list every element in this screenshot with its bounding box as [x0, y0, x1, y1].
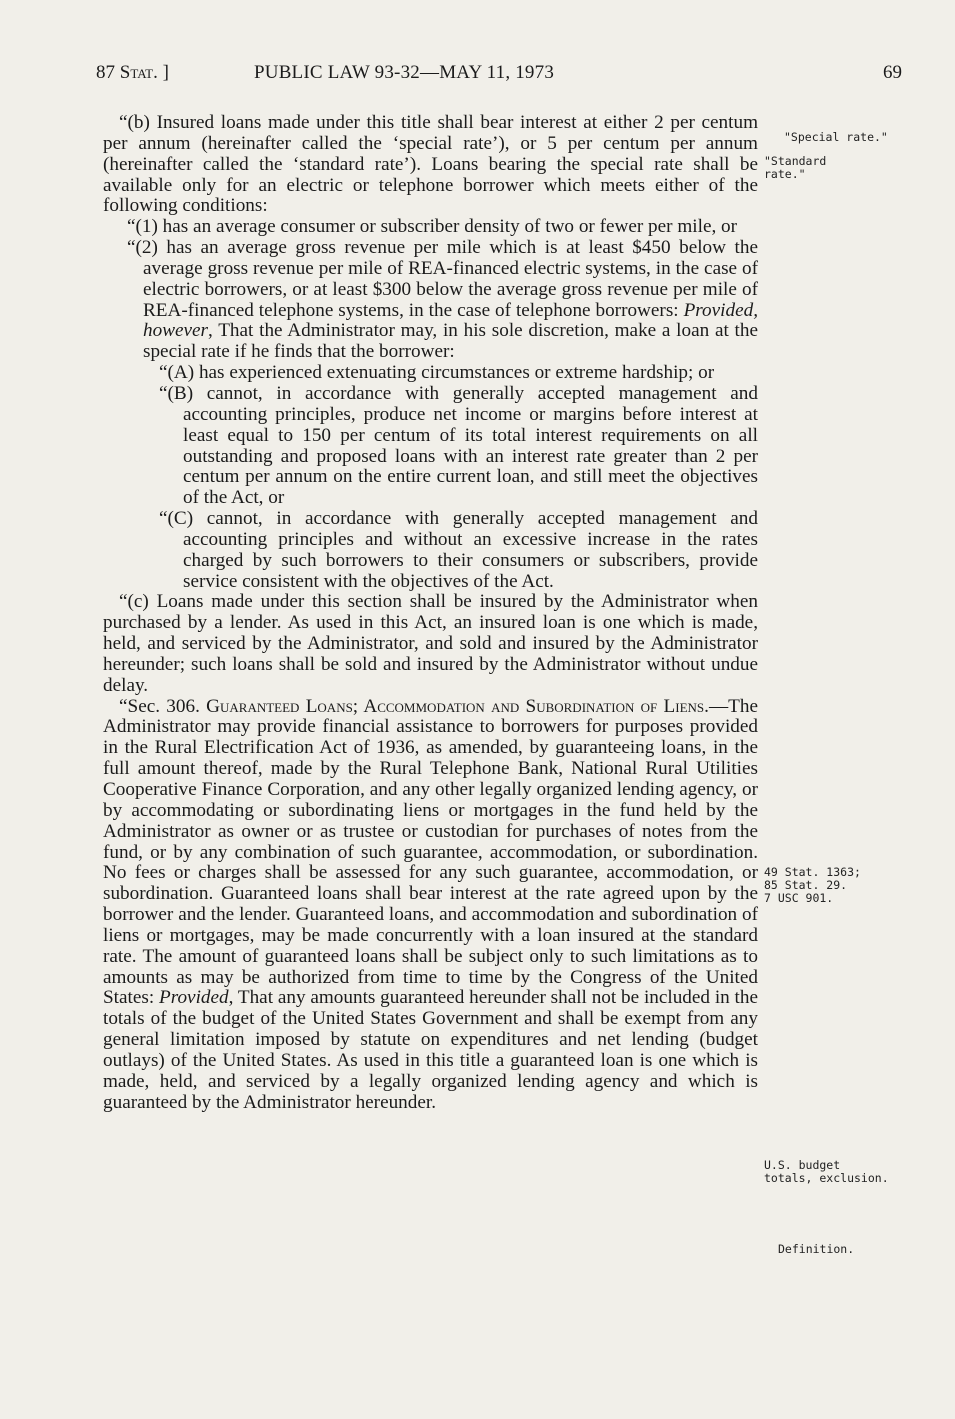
stat-volume: 87 Stat. ] [96, 62, 169, 83]
paragraph-c: “(c) Loans made under this section shall be insured by the Administrator when purchased by a lender. As used in this Act, an insured loan is one which is made, held, and serviced by the Administrator, and sold and insured by the Administrator hereunder; such loans shall be sold and insured by the Administrator without undue delay. [103, 591, 758, 696]
margin-note-special-rate: "Special rate." [784, 130, 888, 144]
paragraph-b: “(b) Insured loans made under this title shall bear interest at either 2 per centum per annum (hereinafter called the ‘special rate’), or 5 per centum per annum (hereinafter called the ‘standard rate’). Loans bearing the special rate shall be available only for an electric or telephone borrower which meets either of the following conditions: [103, 112, 758, 217]
body-text [103, 113, 758, 1114]
clause-b: “(B) cannot, in accordance with generally accepted management and accounting principles, produce net income or margins before interest at least equal to 150 per centum of its total interest requirements on all outstanding and proposed loans with an interest rate greater than 2 per centum per annum on the entire current loan, and still meet the objectives of the Act, or [159, 382, 758, 509]
section-306-title: Guaranteed Loans; Accommodation and Subordination of Liens. [206, 695, 709, 717]
margin-note-definition: Definition. [778, 1242, 855, 1256]
condition-1: “(1) has an average consumer or subscriber density of two or fewer per mile, or [127, 216, 738, 238]
section-306: “Sec. 306. Guaranteed Loans; Accommodation and Subordination of Liens.—The Administrator may provide financial assistance to borrowers for purposes provided in the Rural Electrification Act of 1936, as amended, by guaranteeing loans, in the full amount thereof, made by the Rural Telephone Bank, National Rural Utilities Cooperative Finance Corporation, and any other legally organized lending agency, or by accommodating or subordinating liens or mortgages in the fund held by the Administrator as owner or as trustee or custodian for purchases of notes from the fund, or by any combination of such guarantee, accommodation, or subordination. No fees or charges shall be assessed for any such guarantee, accommodation, or subordination. Guaranteed loans shall bear interest at the rate agreed upon by the borrower and the lender. Guaranteed loans, and accommodation and subordination of liens or mortgages, may be made concurrently with a loan insured at the standard rate. The amount of guaranteed loans shall be subject only to such limitations as to amounts as may be authorized from time to time by the Congress of the United States: Provided, That any amounts guaranteed hereunder shall not be included in the totals of the budget of the United States Government and shall be exempt from any general limitation imposed by statute on expenditures and net lending (budget outlays) of the United States. As used in this title a guaranteed loan is one which is made, held, and serviced by a legally organized lending agency and which is guaranteed by the Administrator hereunder. [103, 695, 758, 1113]
clause-a: “(A) has experienced extenuating circumstances or extreme hardship; or [159, 362, 715, 384]
margin-note-citation: 49 Stat. 1363; 85 Stat. 29. 7 USC 901. [764, 865, 861, 905]
condition-2: “(2) has an average gross revenue per mile which is at least $450 below the average gross revenue per mile of REA-financed electric systems, in the case of electric borrowers, or at least $300 below the average gross revenue per mile of REA-financed telephone systems, in the case of telephone borrowers: Provided, however, That the Administrator may, in his sole discretion, make a loan at the special rate if he finds that the borrower: [127, 237, 758, 363]
law-title: PUBLIC LAW 93-32—MAY 11, 1973 [254, 62, 555, 83]
page-number: 69 [883, 62, 902, 83]
page-header [96, 62, 902, 86]
margin-note-standard-rate: "Standard rate." [764, 154, 827, 181]
clause-c: “(C) cannot, in accordance with generally accepted management and accounting principles and without an excessive increase in the rates charged by such borrowers to their consumers or subscribers, provide service consistent with the objectives of the Act. [159, 508, 758, 592]
margin-note-budget: U.S. budget totals, exclusion. [764, 1158, 889, 1185]
